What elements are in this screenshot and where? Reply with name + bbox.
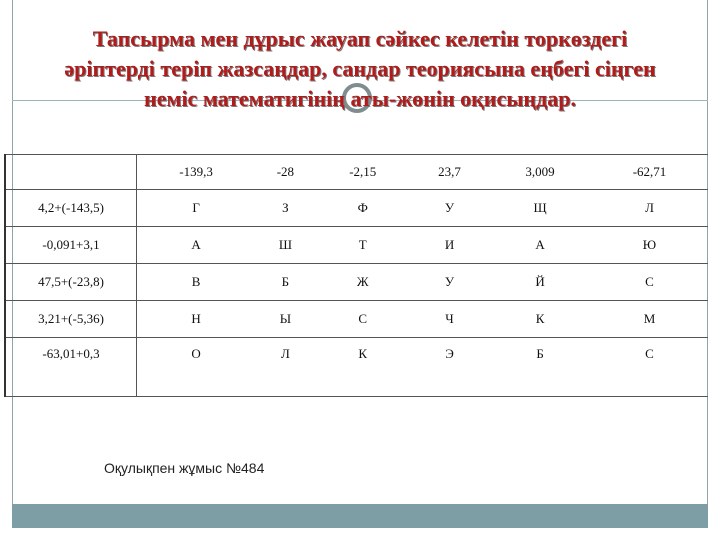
letter-cell: Й: [489, 264, 591, 301]
table-row: [5, 227, 708, 264]
letter-cell: Т: [316, 227, 410, 264]
letter-cell: Щ: [489, 190, 591, 227]
table-row: [5, 301, 708, 338]
column-header: 23,7: [410, 155, 489, 190]
letter-cell: А: [137, 227, 256, 264]
title-line-1: Тапсырма мен дұрыс жауап сәйкес келетін торкөздегі: [92, 26, 628, 51]
letter-cell: К: [489, 301, 591, 338]
answer-table: [4, 154, 708, 397]
title-line-3: неміс математигінің аты-жөнін оқисыңдар.: [144, 86, 576, 111]
letter-cell: З: [255, 190, 315, 227]
letter-cell: Б: [489, 338, 591, 397]
row-expression: 4,2+(-143,5): [5, 190, 137, 227]
letter-cell: У: [410, 264, 489, 301]
column-header: -2,15: [316, 155, 410, 190]
row-expression: 47,5+(-23,8): [5, 264, 137, 301]
column-header: 3,009: [489, 155, 591, 190]
letter-cell: Л: [255, 338, 315, 397]
letter-cell: Ж: [316, 264, 410, 301]
letter-cell: С: [316, 301, 410, 338]
letter-cell: У: [410, 190, 489, 227]
table-corner-cell: [5, 155, 137, 190]
letter-cell: С: [591, 338, 708, 397]
letter-cell: Ы: [255, 301, 315, 338]
letter-cell: А: [489, 227, 591, 264]
letter-cell: Ч: [410, 301, 489, 338]
textbook-exercise-caption: Оқулықпен жұмыс №484: [104, 460, 265, 476]
table-header-row: [5, 155, 708, 190]
slide-title: [20, 24, 700, 114]
letter-cell: Г: [137, 190, 256, 227]
table-row: [5, 264, 708, 301]
letter-cell: Ф: [316, 190, 410, 227]
table-row: [5, 338, 708, 397]
letter-cell: К: [316, 338, 410, 397]
letter-cell: В: [137, 264, 256, 301]
column-header: -139,3: [137, 155, 256, 190]
letter-cell: Э: [410, 338, 489, 397]
column-header: -28: [255, 155, 315, 190]
row-expression: -63,01+0,3: [5, 338, 137, 397]
row-expression: -0,091+3,1: [5, 227, 137, 264]
letter-cell: Л: [591, 190, 708, 227]
letter-cell: И: [410, 227, 489, 264]
table-row: [5, 190, 708, 227]
title-line-2: әріптерді теріп жазсаңдар, сандар теориясына еңбегі сіңген: [64, 56, 656, 81]
row-expression: 3,21+(-5,36): [5, 301, 137, 338]
letter-cell: Б: [255, 264, 315, 301]
letter-cell: О: [137, 338, 256, 397]
column-header: -62,71: [591, 155, 708, 190]
letter-cell: Ш: [255, 227, 315, 264]
letter-cell: Ю: [591, 227, 708, 264]
letter-cell: С: [591, 264, 708, 301]
footer-bar: [12, 504, 708, 528]
letter-cell: Н: [137, 301, 256, 338]
letter-cell: М: [591, 301, 708, 338]
